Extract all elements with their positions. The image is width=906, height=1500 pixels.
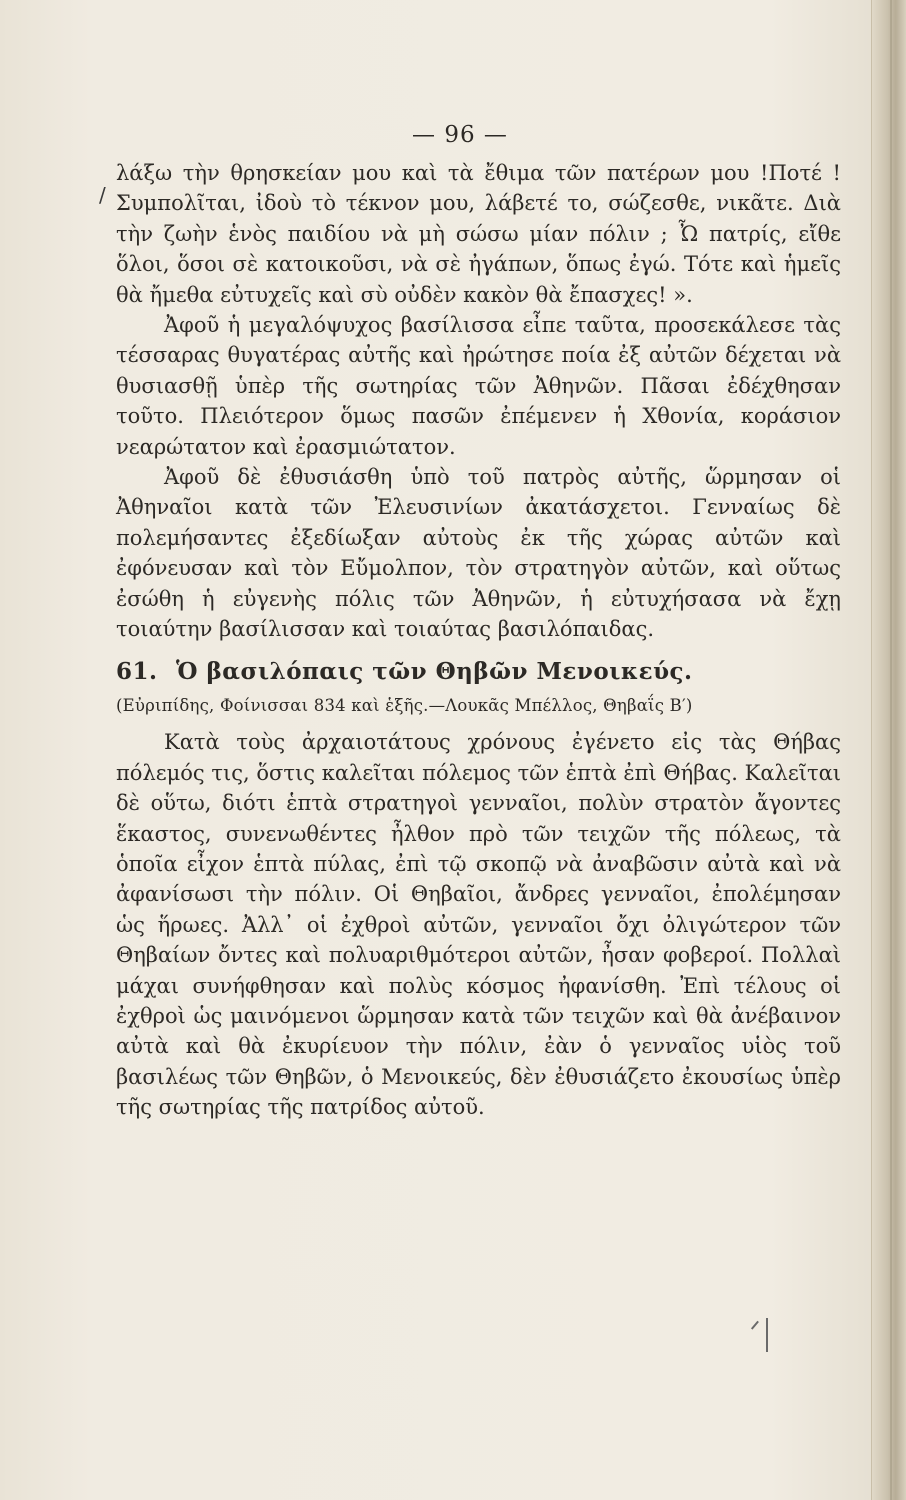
paragraph: Ἀφοῦ ἡ μεγαλόψυχος βασίλισσα εἶπε ταῦτα, προσεκάλεσε τὰς τέσσαρας θυγατέρας αὐτῆς καὶ ἠρώτησε ποία ἐξ αὐτῶν δέχεται νὰ θυσιασθῇ ὑπὲρ τῆς σωτηρίας τῶν Ἀθηνῶν. Πᾶσαι ἐδέχθησαν τοῦτο. Πλειότερον ὅμως πασῶν ἐπέμενεν ἡ Χθονία, κοράσιον νεαρώτατον καὶ ἐρασμιώτατον. bbox=[116, 313, 841, 459]
margin-slash-mark: / bbox=[99, 183, 106, 207]
paragraph-continued: λάξω τὴν θρησκείαν μου καὶ τὰ ἔθιμα τῶν πατέρων μου !Ποτέ ! Συμπολῖται, ἰδοὺ τὸ τέκνον μου, λάβετέ το, σώζεσθε, νικᾶτε. Διὰ τὴν ζωὴν ἑνὸς παιδίου νὰ μὴ σώσω μίαν πόλιν ; Ὦ πατρίς, εἴθε ὅλοι, ὅσοι σὲ κατοικοῦσι, νὰ σὲ ἠγάπων, ὅπως ἐγώ. Τότε καὶ ἡμεῖς θὰ ἤμεθα εὐτυχεῖς καὶ σὺ οὐδὲν κακὸν θὰ ἔπασχες! ». bbox=[116, 161, 841, 307]
section-title: Ὁ βασιλόπαις τῶν Θηβῶν Μενοικεύς. bbox=[176, 657, 693, 685]
section-number: 61. bbox=[116, 657, 158, 685]
page-body bbox=[116, 158, 841, 1123]
section-source-citation: (Εὐριπίδης, Φοίνισσαι 834 καὶ ἑξῆς.—Λουκᾶς Μπέλλος, Θηβαΐς Β′) bbox=[116, 695, 693, 715]
paragraph: Κατὰ τοὺς ἀρχαιοτάτους χρόνους ἐγένετο εἰς τὰς Θήβας πόλεμός τις, ὅστις καλεῖται πόλεμος τῶν ἑπτὰ ἐπὶ Θήβας. Καλεῖται δὲ οὕτω, διότι ἑπτὰ στρατηγοὶ γενναῖοι, πολὺν στρατὸν ἄγοντες ἕκαστος, συνενωθέντες ἦλθον πρὸ τῶν τειχῶν τῆς πόλεως, τὰ ὁποῖα εἶχον ἑπτὰ πύλας, ἐπὶ τῷ σκοπῷ νὰ ἀναβῶσιν αὐτὰ καὶ νὰ ἀφανίσωσι τὴν πόλιν. Οἱ Θηβαῖοι, ἄνδρες γενναῖοι, ἐπολέμησαν ὡς ἥρωες. Ἀλλ᾿ οἱ ἐχθροὶ αὐτῶν, γενναῖοι ὄχι ὀλιγώτερον τῶν Θηβαίων ὄντες καὶ πολυαριθμότεροι αὐτῶν, ἦσαν φοβεροί. Πολλαὶ μάχαι συνήφθησαν καὶ πολὺς κόσμος ἠφανίσθη. Ἐπὶ τέλους οἱ ἐχθροὶ ὡς μαινόμενοι ὥρμησαν κατὰ τῶν τειχῶν καὶ θὰ ἀνέβαινον αὐτὰ καὶ θὰ ἐκυρίευον τὴν πόλιν, ἐὰν ὁ γενναῖος υἱὸς τοῦ βασιλέως τῶν Θηβῶν, ὁ Μενοικεύς, δὲν ἐθυσιάζετο ἐκουσίως ὑπὲρ τῆς σωτηρίας τῆς πατρίδος αὐτοῦ. bbox=[116, 730, 841, 1120]
pencil-tick-mark bbox=[751, 1321, 759, 1330]
pencil-tick-mark bbox=[766, 1318, 768, 1352]
paragraph: Ἀφοῦ δὲ ἐθυσιάσθη ὑπὸ τοῦ πατρὸς αὐτῆς, ὥρμησαν οἱ Ἀθηναῖοι κατὰ τῶν Ἐλευσινίων ἀκατάσχετοι. Γενναίως δὲ πολεμήσαντες ἐξεδίωξαν αὐτοὺς ἐκ τῆς χώρας αὐτῶν καὶ ἐφόνευσαν καὶ τὸν Εὔμολπον, τὸν στρατηγὸν αὐτῶν, καὶ οὕτως ἐσώθη ἡ εὐγενὴς πόλις τῶν Ἀθηνῶν, ἡ εὐτυχήσασα νὰ ἔχῃ τοιαύτην βασίλισσαν καὶ τοιαύτας βασιλόπαιδας. bbox=[116, 465, 841, 642]
page-edge-line bbox=[890, 0, 892, 1500]
page-number: — 96 — bbox=[412, 122, 508, 148]
book-page-edge bbox=[871, 0, 906, 1500]
section-heading bbox=[116, 657, 841, 687]
